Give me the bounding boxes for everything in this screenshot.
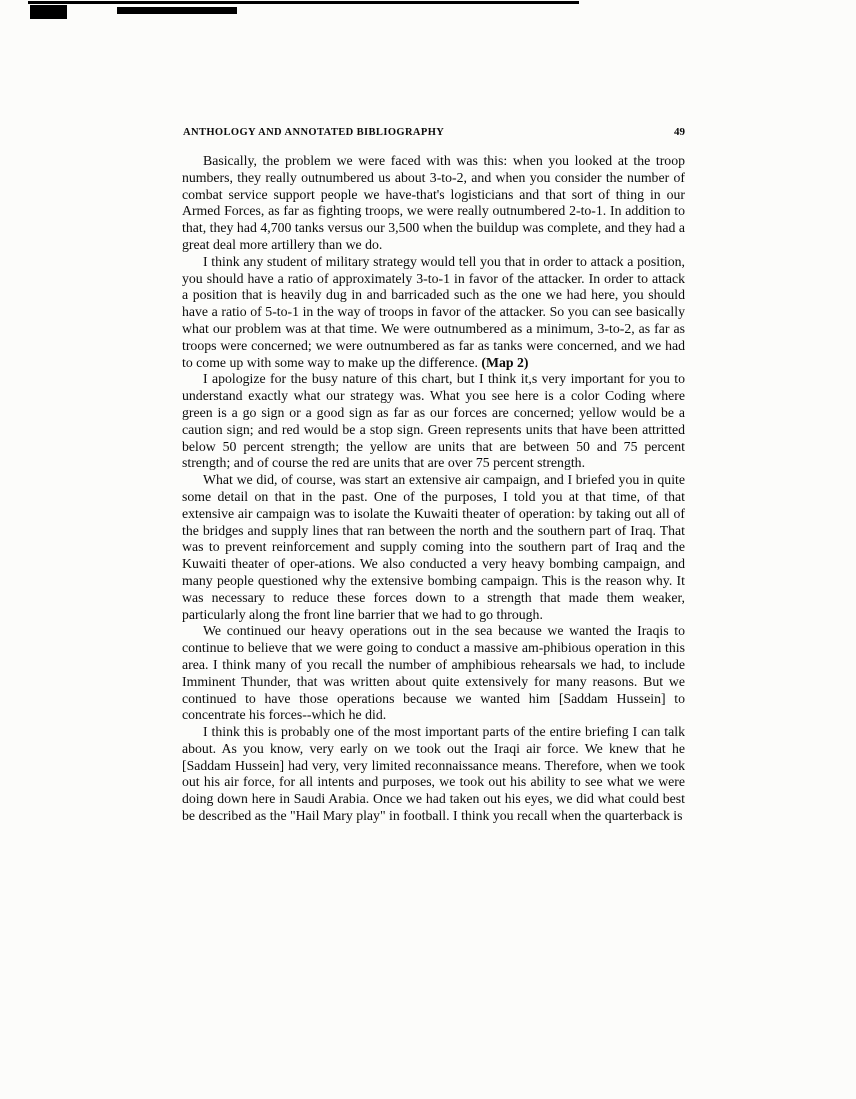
scan-artifact-top-line <box>28 1 579 4</box>
paragraph-bold-suffix: (Map 2) <box>481 354 529 370</box>
scan-artifact-bar <box>117 7 237 14</box>
paragraph-text: I think any student of military strategy would tell you that in order to attack a position, you should have a ratio of approximately 3-to-1 in favor of the attacker. In order to attack a position that is heavily dug in and barricaded such as the one we had here, you should have a ratio of 5-to-1 in the way of troops in favor of the attacker. So you can see basically what our problem was at that time. We were outnumbered as a minimum, 3-to-2, as far as troops were concerned; we were outnumbered as far as tanks were concerned, and we had to come up with some way to make up the difference. <box>182 253 685 370</box>
paragraph <box>182 254 685 372</box>
paragraph <box>182 153 685 254</box>
page-header <box>183 126 685 138</box>
paragraph-text: I think this is probably one of the most important parts of the entire briefing I can talk about. As you know, very early on we took out the Iraqi air force. We knew that he [Saddam Hussein] had very, very limited reconnaissance means. Therefore, when we took out his air force, for all intents and purposes, we took out his ability to see what we were doing down here in Saudi Arabia. Once we had taken out his eyes, we did what could best be described as the "Hail Mary play" in football. I think you recall when the quarterback is <box>182 724 685 824</box>
paragraph <box>182 472 685 623</box>
paragraph-text: What we did, of course, was start an extensive air campaign, and I briefed you in quite some detail on that in the past. One of the purposes, I told you at that time, of that extensive air campaign was to isolate the Kuwaiti theater of operation: by taking out all of the bridges and supply lines that ran between the north and the southern part of Iraq. That was to prevent reinforcement and supply coming into the southern part of Iraq and the Kuwaiti theater of oper-ations. We also conducted a very heavy bombing campaign, and many people questioned why the extensive bombing campaign. This is the reason why. It was necessary to reduce these forces down to a strength that made them weaker, particularly along the front line barrier that we had to go through. <box>182 472 685 622</box>
paragraph-text: Basically, the problem we were faced with was this: when you looked at the troop numbers, they really outnumbered us about 3-to-2, and when you consider the number of combat service support people we have-that's logisticians and that sort of thing in our Armed Forces, as far as fighting troops, we were really outnumbered 2-to-1. In addition to that, they had 4,700 tanks versus our 3,500 when the buildup was complete, and they had a great deal more artillery than we do. <box>182 153 685 252</box>
paragraph <box>182 371 685 472</box>
paragraph-text: I apologize for the busy nature of this chart, but I think it,s very important for you to understand exactly what our strategy was. What you see here is a color Coding where green is a go sign or a good sign as far as our forces are concerned; yellow would be a caution sign; and red would be a stop sign. Green represents units that have been attritted below 50 percent strength; the yellow are units that are between 50 and 75 percent strength; and of course the red are units that are over 75 percent strength. <box>182 371 685 471</box>
document-body <box>182 153 685 825</box>
running-header-title: ANTHOLOGY AND ANNOTATED BIBLIOGRAPHY <box>183 127 445 138</box>
paragraph <box>182 724 685 825</box>
page-number: 49 <box>674 126 685 138</box>
paragraph-text: We continued our heavy operations out in the sea because we wanted the Iraqis to continue to believe that we were going to conduct a massive am-phibious operation in this area. I think many of you recall the number of amphibious rehearsals we had, to include Imminent Thunder, that was written about quite extensively for many reasons. But we continued to have those operations because we wanted him [Saddam Hussein] to concentrate his forces--which he did. <box>182 623 685 723</box>
paragraph <box>182 623 685 724</box>
scan-artifact-corner-block <box>30 5 67 19</box>
